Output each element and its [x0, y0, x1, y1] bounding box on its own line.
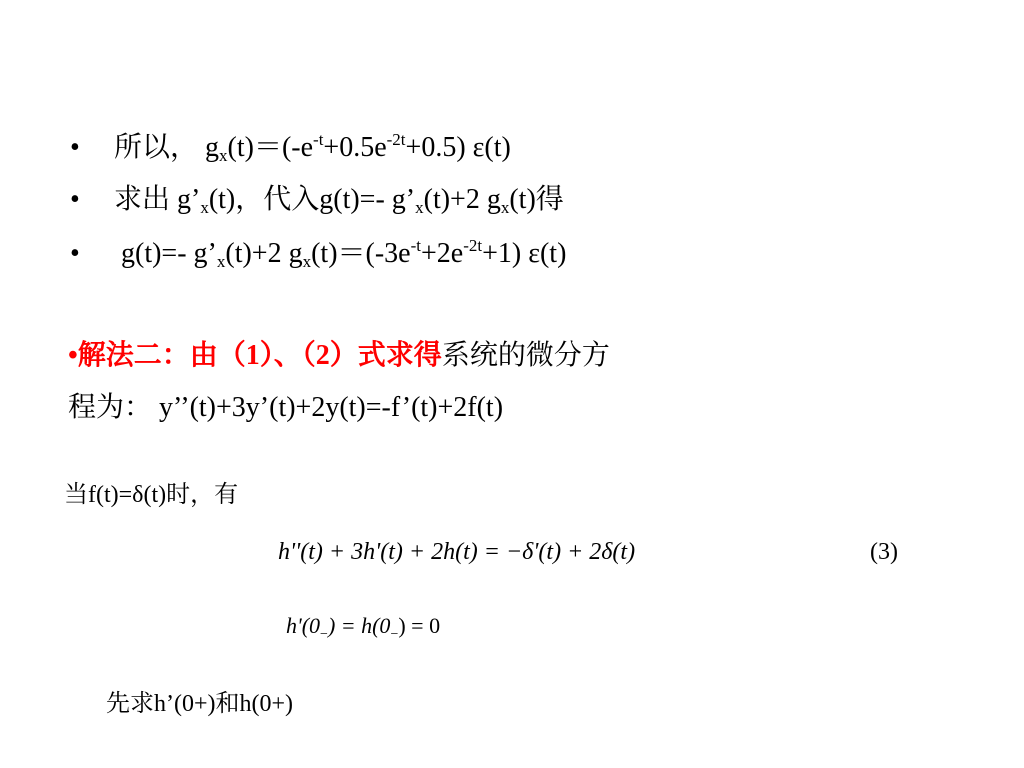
- subscript: x: [200, 198, 209, 217]
- text-part: +0.5) ε(t): [405, 132, 511, 163]
- eq-init-left: h'(0: [286, 613, 321, 638]
- method-two-heading: •解法二：由（1）、（2）式求得: [68, 340, 442, 371]
- text-part: +2e: [421, 238, 464, 269]
- initial-condition-equation: [286, 612, 440, 640]
- equation-number-label: (3): [870, 539, 898, 565]
- eq-init-sub2: −: [390, 627, 399, 642]
- text-part: (t)＝(-3e: [311, 238, 411, 269]
- first-step-text: [106, 690, 293, 718]
- text-part: +1) ε(t): [482, 238, 567, 269]
- text-part: (t)+2 g: [225, 238, 303, 269]
- eq-init-mid: ) = h(0: [327, 613, 391, 638]
- superscript: -2t: [386, 130, 406, 149]
- bullet-line-3: [70, 238, 566, 270]
- bullet-line-1: [70, 132, 511, 164]
- subscript: x: [500, 198, 510, 217]
- text-part: 所以， g: [114, 132, 220, 163]
- equation-number: [870, 538, 898, 566]
- text-part: (t)，代入g(t)=- g’: [208, 184, 416, 215]
- eq-init-right: ) = 0: [398, 613, 441, 638]
- differential-equation: 程为： y’’(t)+3y’(t)+2y(t)=-f’(t)+2f(t): [68, 392, 504, 423]
- text-part: 求出 g’: [114, 184, 201, 215]
- condition-label: 当f(t)=δ(t)时，有: [64, 482, 239, 508]
- text-part: +0.5e: [323, 132, 387, 163]
- bullet-marker: •: [70, 238, 80, 269]
- equation-3: [278, 538, 635, 566]
- subscript: x: [302, 252, 312, 271]
- superscript: -t: [410, 236, 421, 255]
- method-two-text: 系统的微分方: [441, 340, 610, 371]
- bullet-line-2: [70, 184, 564, 216]
- subscript: x: [415, 198, 424, 217]
- condition-text: [64, 481, 238, 509]
- equation-3-body: h''(t) + 3h'(t) + 2h(t) = −δ'(t) + 2δ(t): [278, 539, 636, 565]
- subscript: x: [219, 146, 228, 165]
- bullet-marker: •: [70, 184, 80, 215]
- bullet-marker: •: [70, 132, 80, 163]
- eq-init-sub1: −: [320, 627, 328, 642]
- text-part: (t)+2 g: [423, 184, 501, 215]
- subscript: x: [216, 252, 226, 271]
- first-step-label: 先求h’(0+)和h(0+): [106, 691, 294, 717]
- superscript: -t: [313, 130, 324, 149]
- text-part: g(t)=- g’: [114, 238, 217, 269]
- superscript: -2t: [463, 236, 483, 255]
- text-part: (t)＝(-e: [227, 132, 314, 163]
- text-part: (t)得: [509, 184, 564, 215]
- method-two-line-1: [68, 340, 610, 372]
- method-two-line-2: [68, 392, 503, 424]
